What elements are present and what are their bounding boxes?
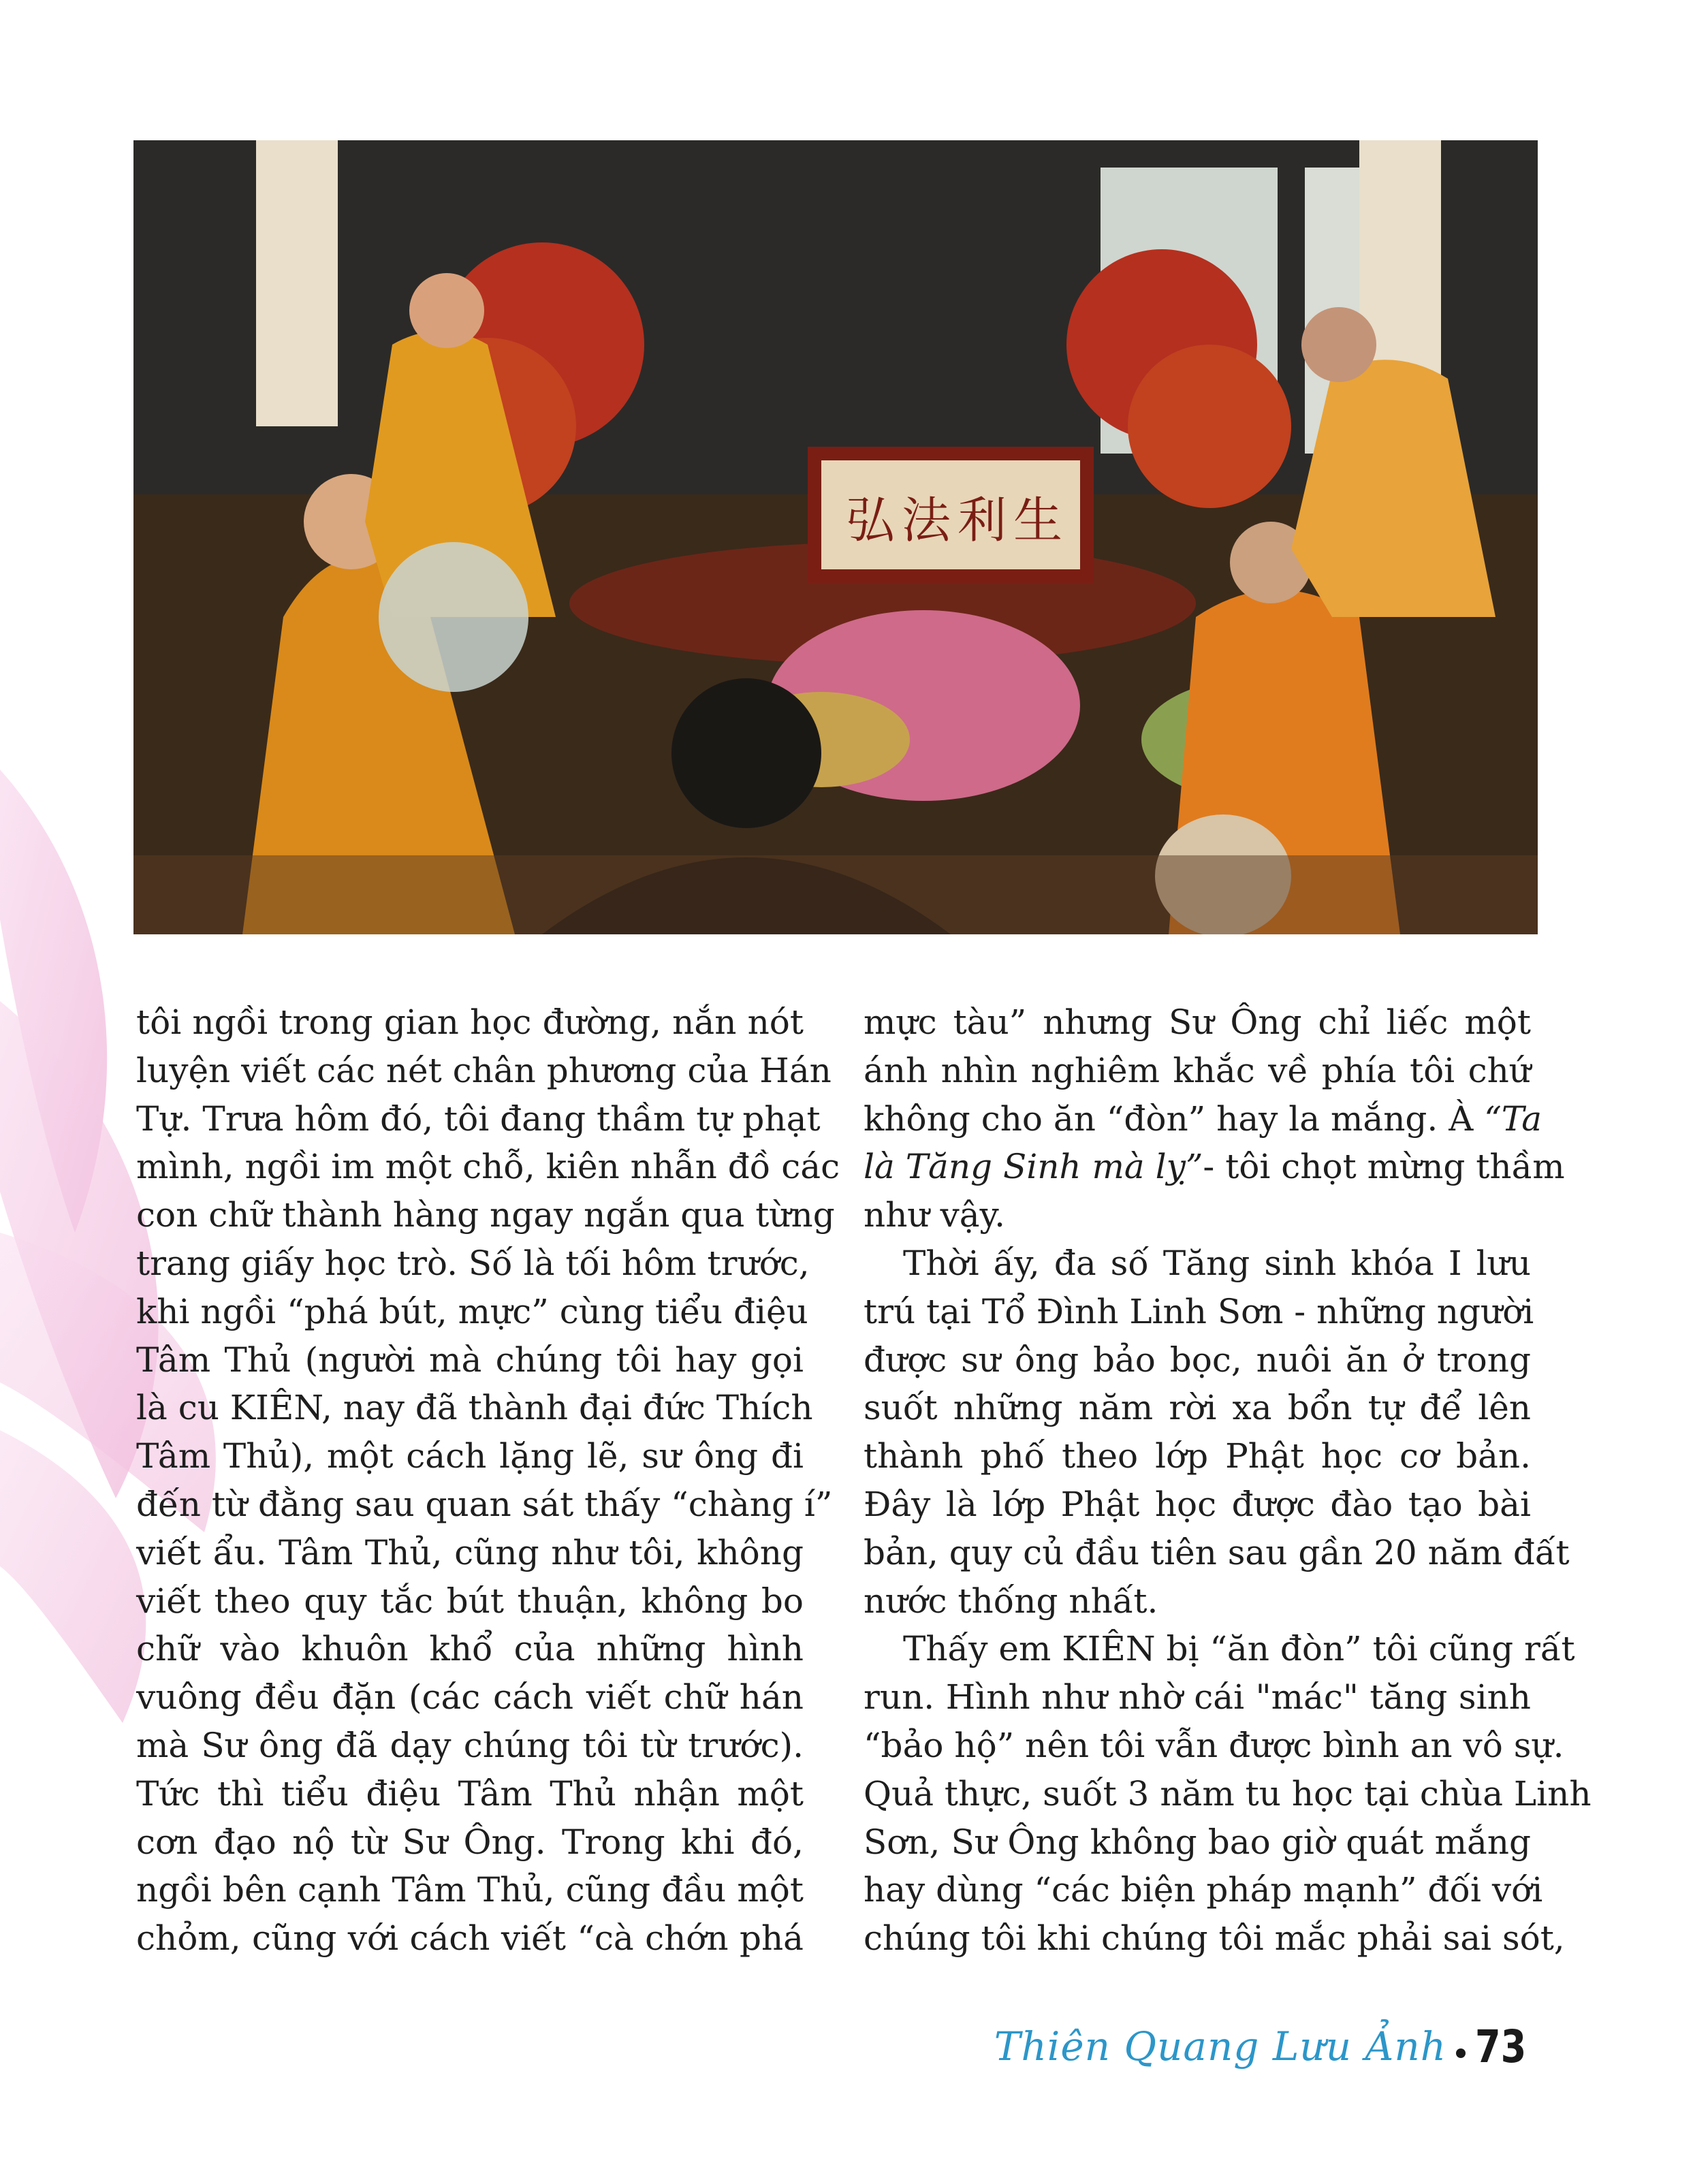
text-line: mà Sư ông đã dạy chúng tôi từ trước).: [136, 1725, 804, 1765]
page-footer: [994, 2016, 1538, 2077]
text-line: hay dùng “các biện pháp mạnh” đối với: [864, 1870, 1543, 1910]
text-line: chữ vào khuôn khổ của những hình: [136, 1629, 804, 1669]
text-line: như vậy.: [864, 1195, 1006, 1235]
text-line: cơn đạo nộ từ Sư Ông. Trong khi đó,: [136, 1822, 804, 1862]
publication-title: Thiên Quang Lưu Ảnh: [994, 2023, 1447, 2070]
text-line: viết ẩu. Tâm Thủ, cũng như tôi, không: [136, 1532, 804, 1572]
text-line: Đây là lớp Phật học được đào tạo bài: [864, 1484, 1531, 1524]
text-line: trang giấy học trò. Số là tối hôm trước,: [136, 1243, 810, 1283]
text-line: Thấy em KIÊN bị “ăn đòn” tôi cũng rất: [903, 1629, 1575, 1669]
text-line: tôi ngồi trong gian học đường, nắn nót: [136, 1002, 804, 1042]
text-line: viết theo quy tắc bút thuận, không bo: [136, 1581, 804, 1621]
left-column: [136, 998, 840, 1963]
text-line: nước thống nhất.: [864, 1581, 1158, 1621]
text-line: chúng tôi khi chúng tôi mắc phải sai sót,: [864, 1918, 1565, 1959]
ceremony-photo: [133, 140, 1538, 934]
text-line: là cu KIÊN, nay đã thành đại đức Thích: [136, 1388, 813, 1428]
text-line: luyện viết các nét chân phương của Hán: [136, 1050, 832, 1090]
text-line: Thời ấy, đa số Tăng sinh khóa I lưu: [903, 1243, 1531, 1283]
text-line: chỏm, cũng với cách viết “cà chớn phá: [136, 1918, 804, 1959]
text-line: Tức thì tiểu điệu Tâm Thủ nhận một: [136, 1773, 804, 1814]
text-line: Tâm Thủ (người mà chúng tôi hay gọi: [136, 1340, 804, 1380]
page-number: 73: [1475, 2020, 1527, 2073]
right-column: [864, 998, 1592, 1963]
text-line: suốt những năm rời xa bổn tự để lên: [864, 1388, 1531, 1428]
text-line: run. Hình như nhờ cái "mác" tăng sinh: [864, 1677, 1531, 1718]
text-line: được sư ông bảo bọc, nuôi ăn ở trong: [864, 1340, 1531, 1380]
text-line: ngồi bên cạnh Tâm Thủ, cũng đầu một: [136, 1870, 804, 1910]
text-line: con chữ thành hàng ngay ngắn qua từng: [136, 1195, 835, 1235]
text-line: vuông đều đặn (các cách viết chữ hán: [136, 1677, 804, 1718]
text-line: trú tại Tổ Đình Linh Sơn - những người: [864, 1291, 1534, 1331]
text-line: mình, ngồi im một chỗ, kiên nhẫn đồ các: [136, 1147, 840, 1187]
text-line: là Tăng Sinh mà lỵ”- tôi chọt mừng thầm: [864, 1147, 1565, 1187]
text-line: Sơn, Sư Ông không bao giờ quát mắng: [864, 1822, 1531, 1862]
text-line: Tự. Trưa hôm đó, tôi đang thầm tự phạt: [136, 1098, 821, 1139]
text-line: đến từ đằng sau quan sát thấy “chàng í”: [136, 1484, 833, 1524]
text-line: “bảo hộ” nên tôi vẫn được bình an vô sự.: [864, 1725, 1564, 1765]
text-line: khi ngồi “phá bút, mực” cùng tiểu điệu: [136, 1291, 808, 1331]
text-line: Quả thực, suốt 3 năm tu học tại chùa Linh: [864, 1773, 1592, 1814]
separator-dot: [1456, 2048, 1466, 2058]
text-line: ánh nhìn nghiêm khắc về phía tôi chứ: [864, 1050, 1531, 1090]
altar-sign: 弘法利生: [845, 492, 1069, 549]
text-line: thành phố theo lớp Phật học cơ bản.: [864, 1436, 1531, 1476]
text-line: mực tàu” nhưng Sư Ông chỉ liếc một: [864, 1002, 1531, 1042]
text-line: bản, quy củ đầu tiên sau gần 20 năm đất: [864, 1532, 1570, 1572]
text-line: không cho ăn “đòn” hay la mắng. À “Ta: [864, 1098, 1542, 1139]
text-line: Tâm Thủ), một cách lặng lẽ, sư ông đi: [136, 1436, 804, 1476]
